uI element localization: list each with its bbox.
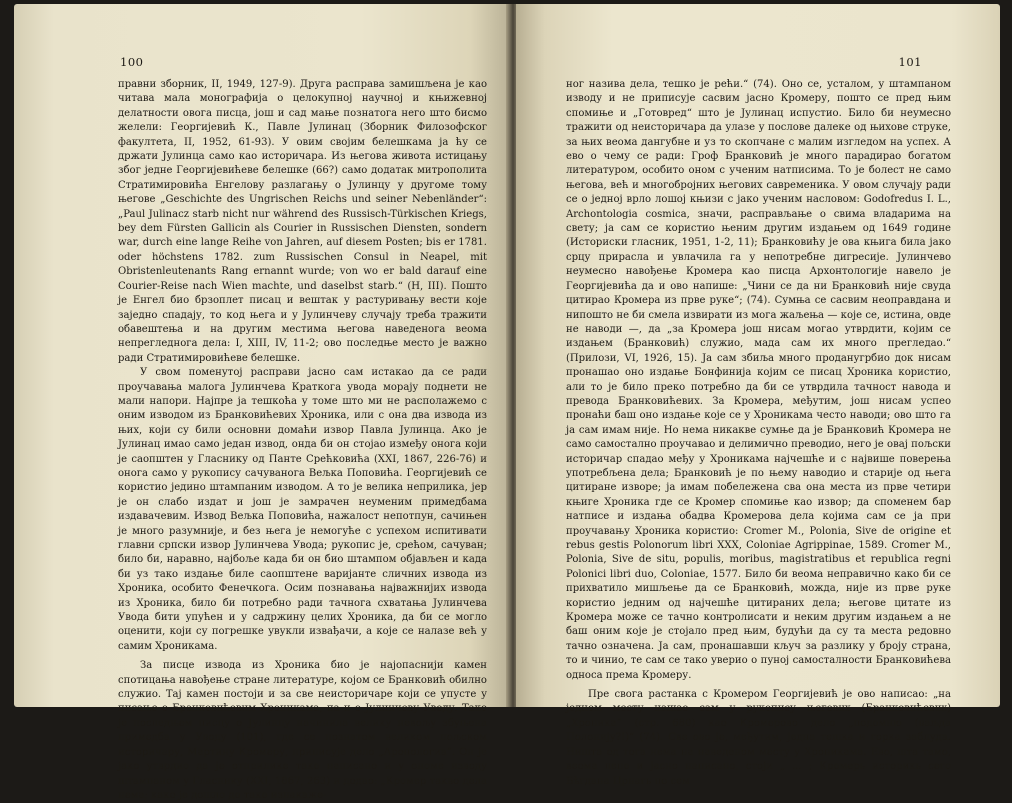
right-paragraph-1: ног назива дела, тешко је рећи.“ (74). Оно се, усталом, у штампаном изводу и не приписује сасвим јасно Кромеру, пошто се пред њим спомиње и „Готовред“ што је Јулинац испустио. Било би неумесно тражити од неисторичара да улазе у послове далеке од њихове струке, за њих веома дангубне и уз то скопчане с малим изгледом на успех. А ево о чему се ради: Гроф Бранковић је много парадирао богатом литературом, особито оном с ученим натписима. То је болест не само његова, већ и многобројних његових савременика. У овом случају ради се о једној врло лошој књизи с јако ученим насловом: Godofredus I. L., Archontologia cosmica, значи, расправљање о свима владарима на свету; ја сам се користио њеним другим издањем од 1649 године (Историски гласник, 1951, 1-2, 11); Бранковићу је ова књига била јако срцу прирасла и увлачила га у непотребне дигресије. Јулинчево неумесно навођење Кромера као писца Архонтологије навело је Георгијевића да и ово напише: „Чини се да ни Бранковић није свуда цитирао Кромера из прве руке“; (74). Сумња се сасвим неоправдана и нипошто не би смела извирати из мога жаљења — које се, истина, овде не наводи —, да „за Кромера још нисам могао утврдити, којим се издањем (Бранковић) служио, мада сам их много прегледао.“ (Прилози, VI, 1926, 15). Ја сам збиља много проданугрбио док нисам пронашао оно издање Бонфинија којим се писац Хроника користио, али то је било преко потребно да би се утврдила тачност навода и превода Бранковићевих. За Кромера, међутим, још нисам успео пронаћи баш оно издање које се у Хроникама често наводи; ово што га ја сам имам није. Но нема никакве сумње да је Бранковић Кромера не само самостално проучавао и делимично преводио, него је овај пољски историчар спадао међу у Хроникама најчешће и с највише поверења употребљена дела; Бранковић је по њему наводио и старије од њега цитиране изворе; ја имам побележена сва она места из прве четири књиге Хроника где се Кромер спомиње као извор; да споменем бар натписе и издања обадва Кромерова дела којима сам се ја при проучавању Хроника користио: Cromer M., Polonia, Sive de origine et rebus gestis Polonorum libri XXX, Coloniae Agrippinae, 1589. Cromer M., Polonia, Sive de situ, populis, moribus, magistratibus et republica regni Polonici libri duo, Coloniae, 1577. Било би веома неправично како би се прихватило мишљење да се Бранковић, можда, није из прве руке користио једним од најчешће цитираних дела; његове цитате из Кромера може се тачно контролисати и неким другим издањем а не баш оним које је стојало пред њим, будући да су та места редовно тачно означена. Ја сам, пронашавши кључ за разлику у броју страна, то и чинио, те сам се тако уверио о пуној самосталности Бранковићева односа према Кромеру. [566,79,951,681]
right-page-number: 101 [898,55,922,69]
right-page [516,4,1000,787]
left-paragraph-2: У свом поменутој расправи јасно сам истакао да се ради проучавања малога Јулинчева Краткога увода морају поднети не мали напори. Најпре ја тешкоћа у томе што ми не располажемо с оним изводом из Бранковићевих Хроника, или с она два извода из њих, који су били основни домаћи извор Павла Јулинца. Ако је Јулинац имао само један извод, онда би он стојао између онога који је саопштен у Гласнику од Панте Срећковића (XXI, 1867, 226-76) и онога само у рукопису сачуванога Вељка Поповића. Георгијевић се користио једино штампаним изводом. А то је велика неприлика, јер је он слабо издат и још је замрачен неуменим примедбама издавачевим. Извод Вељка Поповића, нажалост непотпун, сачињен је много разумније, и без њега је немогуће с успехом испитивати главни српски извор Јулинчева Увода; рукопис је, срећом, сачуван; било би, наравно, најбоље када би он био штампом објављен и када би уз тако издање биле саопштене варијанте сличних извода из Хроника, особито Фенечкога. Осим познавања најважнијих извода из Хроника, било би потребно ради тачнога схватања Јулинчева Увода бити упућен и у садржину целих Хроника, да би се могло оценити, који су погрешке увукли извађачи, а које се налазе већ у самим Хроникама. [118,367,487,652]
left-paragraph-1: правни зборник, II, 1949, 127-9). Друга расправа замишљена је као читава мала монографија о целокупној научној и књижевној делатности овога писца, још и сад мање познатога него што бисмо желели: Георгијевић К., Павле Јулинац (Зборник Филозофског факултета, II, 1952, 61-93). У овим својим белешкама ја ћу се држати Јулинца само као историчара. Из његова живота истицању због једне Георгијевићеве белешке (66?) само додатак митрополита Стратимировића Енгелову разлагању о Јулинцу у другоме тому његове „Geschichte des Ungrischen Reichs und seiner Nebenländer“: „Paul Julinacz starb nicht nur während des Russisch-Türkischen Kriegs, bey dem Fürsten Gallicin als Courier in Russischen Diensten, sondern war, durch eine lange Reihe von Jahren, auf diesem Posten; bis er 1781. oder höchstens 1782. zum Russischen Consul in Neapel, mit Obristenleutenants Rang ernannt wurde; von wo er bald darauf eine Courier-Reise nach Wien machte, und daselbst starb.“ (Н, III). Пошто је Енгел био брзоплет писац и вештак у растуривању вести које заједно спадају, то код њега и у Јулинчеву случају треба тражити обавештења и на другим местима његова наведенога веома непрегледнога дела: I, XIII, IV, 11-2; ово последње место је важно ради Стратимировићеве белешке. [118,79,487,364]
left-page-text [118,78,487,803]
left-page [14,4,510,801]
right-paragraph-2: Пре свога растанка с Кромером Георгијевић је ово написао: „на једном месту нашао сам у рукопису његових (Бранковићевих) „Хроника“ (стр. 680) као Кромерово дело „подомню (ваљда Полонију?!)“ (74). Све ово је, међутим, једна тешка и горка заблуда. Ништа од тога нема на наведеном месту у Хроникама. Ево, шта тамо, веома лепо и јасно написано, стоји „ ... ; Кромерь историкь сего Бѣгдана Црнагь по сем [566,689,951,787]
left-page-number: 100 [120,55,144,69]
left-paragraph-3: За писце извода из Хроника био је најопаснији камен спотицања навођење стране литературе, којом се Бранковић обилно служио. Тај камен постоји и за све неисторичаре који се упусте у писање о Бранковићевим Хроникама, па и о Јулинчеву Уводу. Тако је последњем писцу о Јулинцу начинила велику невољу збуњена примедба у Уводу (101), где се познатом великом пољском историчару, Мартину Кромеру, приписује дело „Аронологиа“. Он је јако утврдио да је отприлике тако написано и у ономе изводу штампаном у Гласнику (XXI, 1867, 263) и додао: „Кромер такво дела нема; како је дошло до тако изнакаже- [118,660,487,801]
right-page-text [566,78,951,789]
